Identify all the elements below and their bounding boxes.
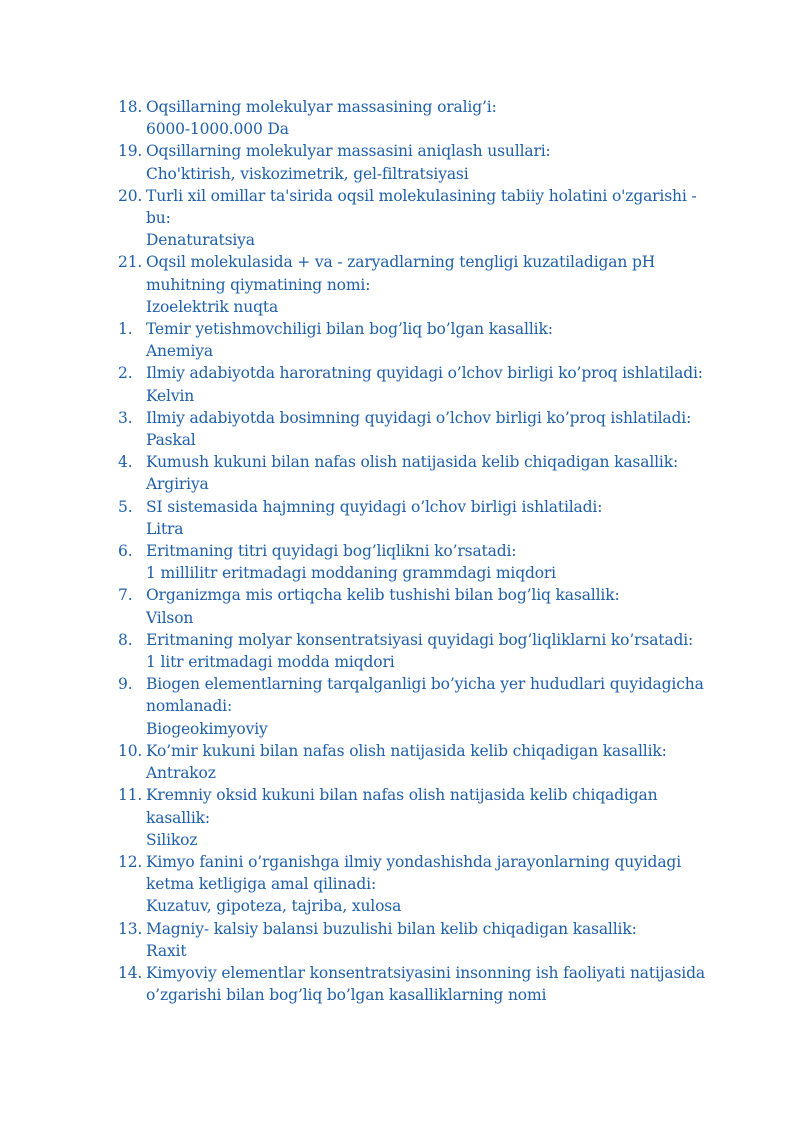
item-number: 9.: [118, 675, 133, 694]
list-item: [118, 962, 718, 1006]
list-item: [118, 96, 718, 140]
answer-text: Argiriya: [146, 475, 209, 494]
question-text: Organizmga mis ortiqcha kelib tushishi bilan bog’liq kasallik:: [146, 586, 620, 605]
list-item: [118, 318, 718, 362]
list-item: [118, 451, 718, 495]
answer-text: Biogeokimyoviy: [146, 719, 268, 738]
question-text: Turli xil omillar ta'sirida oqsil molekulasining tabiiy holatini o'zgarishi - bu:: [146, 186, 697, 228]
item-number: 3.: [118, 408, 133, 427]
item-number: 18.: [118, 98, 143, 116]
list-item: [118, 540, 718, 584]
question-text: Ilmiy adabiyotda haroratning quyidagi o’lchov birligi ko’proq ishlatiladi:: [146, 364, 703, 383]
list-item: [118, 140, 718, 184]
question-text: SI sistemasida hajmning quyidagi o’lchov birligi ishlatiladi:: [146, 497, 603, 516]
answer-text: Denaturatsiya: [146, 231, 255, 250]
question-text: Eritmaning molyar konsentratsiyasi quyidagi bog’liqliklarni ko’rsatadi:: [146, 630, 694, 649]
list-item: [118, 851, 718, 918]
answer-text: Litra: [146, 519, 184, 538]
list-item: [118, 673, 718, 740]
question-text: Oqsillarning molekulyar massasining oralig’i:: [146, 98, 497, 116]
item-number: 7.: [118, 586, 133, 605]
list-item: [118, 251, 718, 318]
question-text: Eritmaning titri quyidagi bog’liqlikni ko’rsatadi:: [146, 542, 517, 561]
question-text: Kumush kukuni bilan nafas olish natijasida kelib chiqadigan kasallik:: [146, 453, 679, 472]
item-number: 13.: [118, 919, 143, 938]
question-text: Magniy- kalsiy balansi buzulishi bilan kelib chiqadigan kasallik:: [146, 919, 637, 938]
question-text: Ko’mir kukuni bilan nafas olish natijasida kelib chiqadigan kasallik:: [146, 741, 667, 760]
item-number: 6.: [118, 542, 133, 561]
answer-text: Silikoz: [146, 830, 198, 849]
answer-text: 1 litr eritmadagi modda miqdori: [146, 653, 395, 672]
answer-text: Vilson: [146, 608, 194, 627]
question-text: Ilmiy adabiyotda bosimning quyidagi o’lchov birligi ko’proq ishlatiladi:: [146, 408, 692, 427]
answer-text: Antrakoz: [146, 764, 216, 783]
item-number: 20.: [118, 186, 143, 205]
item-number: 14.: [118, 963, 143, 982]
answer-text: Kelvin: [146, 386, 195, 405]
list-item: [118, 740, 718, 784]
item-number: 11.: [118, 786, 143, 805]
item-number: 21.: [118, 253, 143, 272]
item-number: 5.: [118, 497, 133, 516]
question-text: Oqsillarning molekulyar massasini aniqlash usullari:: [146, 142, 551, 161]
question-text: Biogen elementlarning tarqalganligi bo’yicha yer hududlari quyidagicha nomlanadi:: [146, 675, 704, 716]
question-text: Oqsil molekulasida + va - zaryadlarning tengligi kuzatiladigan pH muhitning qiymatining nomi:: [146, 253, 656, 294]
list-item: [118, 185, 718, 252]
answer-text: Izoelektrik nuqta: [146, 297, 279, 316]
list-item: [118, 918, 718, 962]
question-text: Temir yetishmovchiligi bilan bog’liq bo’lgan kasallik:: [146, 320, 553, 339]
question-list: [118, 96, 718, 1006]
item-number: 4.: [118, 453, 133, 472]
question-text: Kimyoviy elementlar konsentratsiyasini insonning ish faoliyati natijasida o’zgarishi bilan bog’liq bo’lgan kasalliklarning nomi: [146, 963, 705, 1005]
item-number: 12.: [118, 852, 143, 871]
question-text: Kremniy oksid kukuni bilan nafas olish natijasida kelib chiqadigan kasallik:: [146, 786, 658, 827]
list-item: [118, 496, 718, 540]
item-number: 19.: [118, 142, 143, 161]
list-item: [118, 584, 718, 628]
answer-text: Paskal: [146, 431, 196, 450]
answer-text: 6000-1000.000 Da: [146, 120, 289, 139]
answer-text: 1 millilitr eritmadagi moddaning grammdagi miqdori: [146, 564, 556, 583]
answer-text: Anemiya: [146, 342, 213, 361]
answer-text: Kuzatuv, gipoteza, tajriba, xulosa: [146, 897, 402, 916]
list-item: [118, 362, 718, 406]
answer-text: Cho'ktirish, viskozimetrik, gel-filtratsiyasi: [146, 164, 469, 183]
list-item: [118, 784, 718, 851]
question-text: Kimyo fanini o’rganishga ilmiy yondashishda jarayonlarning quyidagi ketma ketligiga amal qilinadi:: [146, 852, 682, 894]
list-item: [118, 407, 718, 451]
answer-text: Raxit: [146, 941, 187, 960]
item-number: 10.: [118, 741, 143, 760]
item-number: 1.: [118, 320, 133, 339]
item-number: 8.: [118, 630, 133, 649]
item-number: 2.: [118, 364, 133, 383]
list-item: [118, 629, 718, 673]
